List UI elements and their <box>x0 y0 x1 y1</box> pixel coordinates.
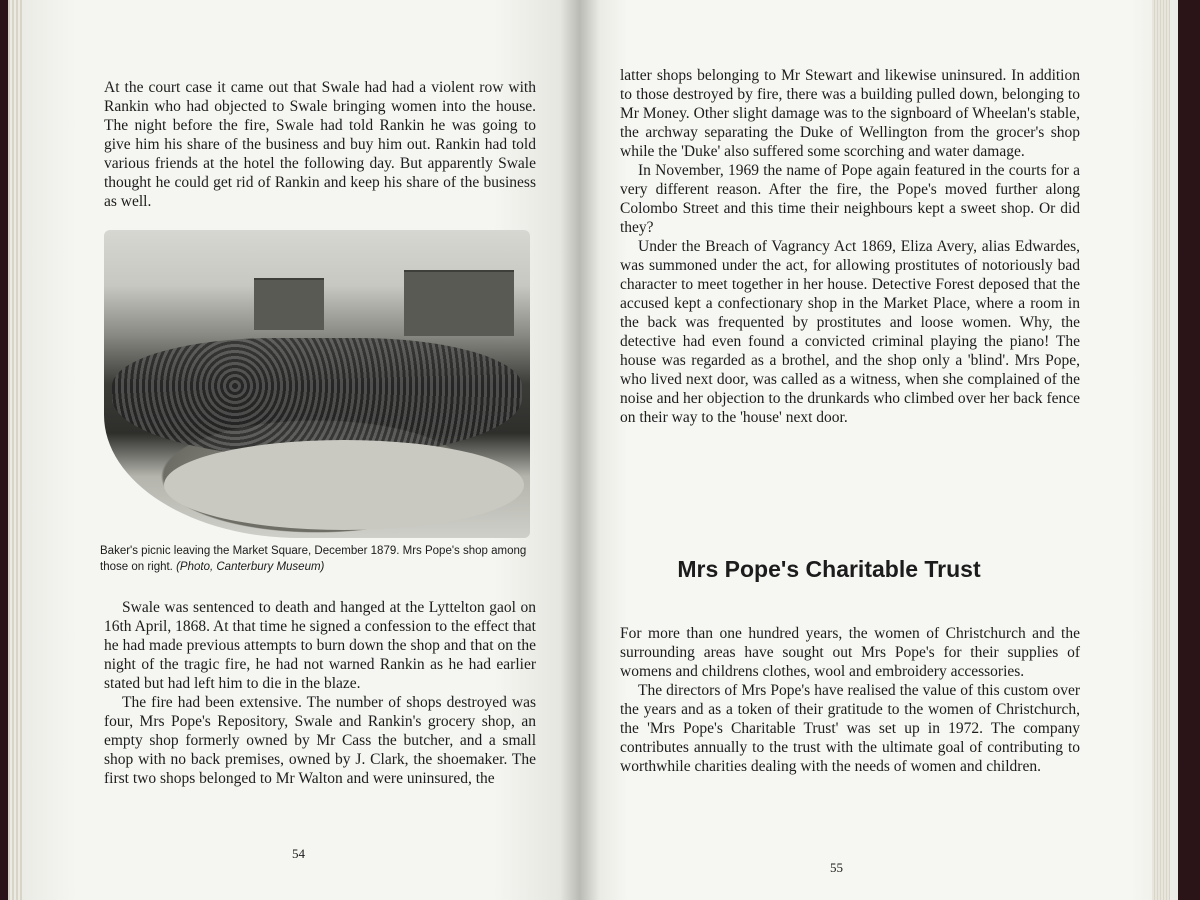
right-upper-text <box>620 66 1080 427</box>
photo-building-right <box>404 270 514 336</box>
left-page-number: 54 <box>292 846 305 861</box>
left-paragraph-3: The fire had been extensive. The number of shops destroyed was four, Mrs Pope's Repository, Swale and Rankin's grocery shop, an empty shop formerly owned by Mr Cass the butcher, and a small shop with no back premises, owned by J. Clark, the shoemaker. The first two shops belonged to Mr Walton and were uninsured, the <box>104 694 536 787</box>
right-paragraph-1: latter shops belonging to Mr Stewart and likewise uninsured. In addition to those destroyed by fire, there was a building pulled down, belonging to Mr Money. Other slight damage was to the signboard of Wheelan's stable, the archway separating the Duke of Wellington from the grocer's shop while the 'Duke' also suffered some scorching and water damage. <box>620 67 1080 160</box>
left-paragraph-2: Swale was sentenced to death and hanged at the Lyttelton gaol on 16th April, 1868. At that time he signed a confession to the effect that he had made previous attempts to burn down the shop and that on the night of the tragic fire, he had not warned Rankin as he had earlier stated but had left him to die in the blaze. <box>104 599 536 692</box>
photo-building-left <box>254 278 324 330</box>
left-paragraph-1: At the court case it came out that Swale had had a violent row with Rankin who had objected to Swale bringing women into the house. The night before the fire, Swale had told Rankin he was going to give him his share of the business and buy him out. Rankin had told various friends at the hotel the following day. But apparently Swale thought he could get rid of Rankin and keep his share of the business as well. <box>104 79 536 210</box>
right-page-number: 55 <box>830 860 843 875</box>
right-lower-text <box>620 624 1080 776</box>
photo-ground <box>164 440 524 530</box>
right-paragraph-5: The directors of Mrs Pope's have realised the value of this custom over the years and as a token of their gratitude to the women of Christchurch, the 'Mrs Pope's Charitable Trust' was set up in 1972. The company contributes annually to the trust with the ultimate goal of contributing to worthwhile charities dealing with the needs of women and children. <box>620 682 1080 775</box>
right-paragraph-2: In November, 1969 the name of Pope again featured in the courts for a very different reason. After the fire, the Pope's moved further along Colombo Street and this time their neighbours kept a sweet shop. Or did they? <box>620 162 1080 236</box>
right-page-edges <box>1152 0 1170 900</box>
left-page-edges <box>8 0 22 900</box>
caption-credit: (Photo, Canterbury Museum) <box>176 561 325 573</box>
section-heading: Mrs Pope's Charitable Trust <box>677 556 981 582</box>
right-paragraph-3: Under the Breach of Vagrancy Act 1869, Eliza Avery, alias Edwardes, was summoned under the act, for allowing prostitutes of notoriously bad character to meet together in her house. Detective Forest deposed that the accused kept a confectionary shop in the Market Place, where a room in the back was frequented by prostitutes and loose women. Why, the detective had even found a convicted criminal playing the piano! The house was regarded as a brothel, and the shop only a 'blind'. Mrs Pope, who lived next door, was called as a witness, when she complained of the noise and her objection to the drunkards who climbed over her back fence on their way to the 'house' next door. <box>620 238 1080 426</box>
market-square-photo <box>104 230 530 538</box>
book-spine <box>560 0 600 900</box>
photo-caption <box>100 543 540 575</box>
caption-text: Baker's picnic leaving the Market Square, December 1879. Mrs Pope's shop among those on right. <box>100 545 527 573</box>
right-paragraph-4: For more than one hundred years, the women of Christchurch and the surrounding areas have sought out Mrs Pope's for their supplies of womens and childrens clothes, wool and embroidery accessories. <box>620 625 1080 680</box>
left-lower-text <box>104 598 536 788</box>
